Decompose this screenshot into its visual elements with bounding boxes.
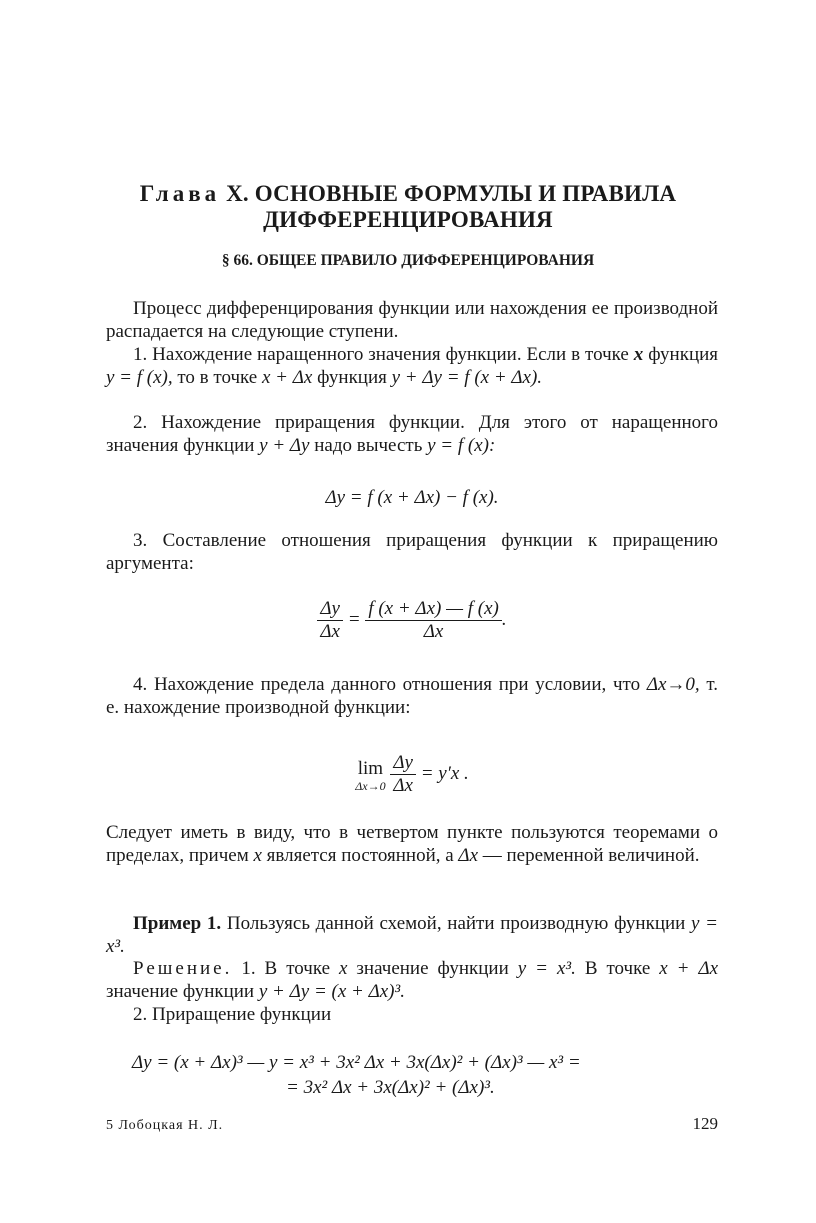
signature-mark: 5 Лобоцкая Н. Л. <box>106 1118 224 1133</box>
solution-label: Решение. <box>133 958 233 979</box>
step4-text2: т. е. нахождение производной функции: <box>106 674 719 718</box>
step1-var-x: x <box>633 344 644 365</box>
step4-text: 4. Нахождение предела данного отношения при условии, что <box>133 674 641 695</box>
step4-paragraph <box>106 674 718 719</box>
intro-paragraph: Процесс дифференцирования функции или нахождения ее производной распадается на следующие ступени. <box>106 298 718 342</box>
solution-var-x: x <box>339 958 348 979</box>
example-paragraph <box>106 913 718 958</box>
step2-text2: надо вычесть <box>314 434 423 456</box>
equation-ratio <box>106 598 718 643</box>
example-function: y = x³. <box>106 913 718 957</box>
step1-text4: функция <box>317 366 387 388</box>
solution-formula3: y + Δy = (x + Δx)³. <box>258 980 405 1002</box>
note-var-dx: Δx <box>458 844 479 866</box>
step2-text: 2. Нахождение приращения функции. Для этого от наращенного значения функции <box>106 412 718 456</box>
step1-formula3: y + Δy = f (x + Δx). <box>391 366 543 388</box>
ratio-rhs-fraction <box>365 598 502 643</box>
solution-text4: значение функции <box>106 980 255 1002</box>
step1-text: 1. Нахождение наращенного значения функции. Если в точке <box>133 344 629 365</box>
page-number: 129 <box>692 1114 718 1133</box>
ratio-lhs-numerator: Δy <box>317 598 343 621</box>
step2-paragraph <box>106 412 718 457</box>
note-text: Следует иметь в виду, что в четвертом пункте пользуются теоремами о пределах, причем <box>106 822 718 866</box>
ratio-lhs-denominator: Δx <box>320 621 340 642</box>
ratio-rhs-denominator: Δx <box>423 621 444 642</box>
solution-text2: значение функции <box>356 958 509 979</box>
section-heading: § 66. ОБЩЕЕ ПРАВИЛО ДИФФЕРЕНЦИРОВАНИЯ <box>221 252 595 269</box>
limit-label: lim <box>357 757 384 779</box>
step3-paragraph: 3. Составление отношения приращения функции к приращению аргумента: <box>106 530 718 574</box>
chapter-heading <box>100 181 716 233</box>
note-var-x: x <box>253 844 262 866</box>
equation-increment: Δy = f (x + Δx) − f (x). <box>325 487 499 508</box>
limit-fraction <box>390 752 416 797</box>
limit-numerator: Δy <box>390 752 416 775</box>
note-text2: является постоянной, а <box>266 844 454 866</box>
step1-formula1: y = f (x), <box>106 366 173 388</box>
equation-cube-increment-line1: Δy = (x + Δx)³ — y = x³ + 3x² Δx + 3x(Δx)² + (Δx)³ — x³ = <box>132 1052 581 1073</box>
solution-text3: В точке <box>584 958 651 979</box>
ratio-rhs-numerator: f (x + Δx) — f (x) <box>365 598 502 621</box>
limit-denominator: Δx <box>393 775 413 796</box>
step1-formula2: x + Δx <box>261 366 313 388</box>
step2-formula2: y = f (x): <box>427 434 496 456</box>
solution-formula2: x + Δx <box>659 958 719 979</box>
note-text3: — переменной величиной. <box>482 844 700 866</box>
ratio-period: . <box>501 608 507 630</box>
example-label: Пример 1. <box>133 913 222 934</box>
equation-limit <box>106 752 718 797</box>
solution-text: 1. В точке <box>241 958 331 979</box>
note-paragraph <box>106 822 718 867</box>
step1-text2: функция <box>648 344 719 365</box>
limit-rhs: = y′x . <box>420 762 469 784</box>
increment-step-paragraph: 2. Приращение функции <box>133 1004 332 1025</box>
ratio-lhs-fraction <box>317 598 343 643</box>
chapter-title-line1: X. ОСНОВНЫЕ ФОРМУЛЫ И ПРАВИЛА <box>226 181 677 206</box>
step4-condition: Δx→0, <box>646 674 700 695</box>
limit-subscript: Δx→0 <box>355 778 386 793</box>
equation-cube-increment-line2: = 3x² Δx + 3x(Δx)² + (Δx)³. <box>286 1077 495 1098</box>
ratio-equals: = <box>347 608 361 630</box>
solution-paragraph <box>106 958 718 1003</box>
chapter-title-line2: ДИФФЕРЕНЦИРОВАНИЯ <box>263 207 553 232</box>
solution-formula1: y = x³. <box>517 958 576 979</box>
step1-text3: то в точке <box>177 366 258 388</box>
limit-operator <box>355 758 385 792</box>
chapter-prefix: Глава <box>139 181 221 206</box>
step2-formula1: y + Δy <box>259 434 310 456</box>
step1-paragraph <box>106 344 718 389</box>
example-text: Пользуясь данной схемой, найти производную функции <box>226 913 686 934</box>
